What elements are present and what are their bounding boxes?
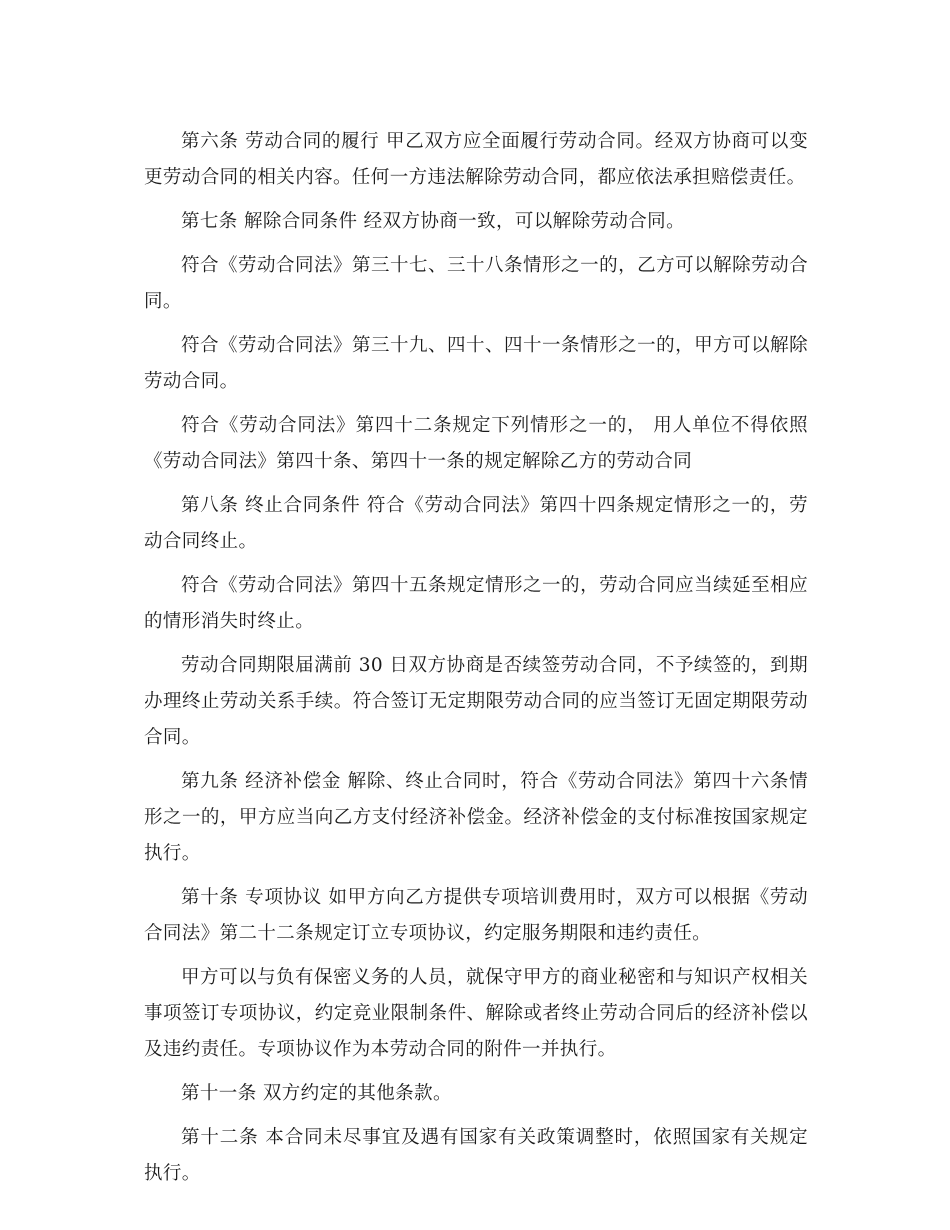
paragraph-art-39-41: 符合《劳动合同法》第三十九、四十、四十一条情形之一的，甲方可以解除劳动合同。 (144, 335, 808, 392)
paragraph-art-37-38: 符合《劳动合同法》第三十七、三十八条情形之一的，乙方可以解除劳动合同。 (144, 255, 808, 312)
paragraph-article-11: 第十一条 双方约定的其他条款。 (181, 1083, 452, 1104)
paragraph-article-9: 第九条 经济补偿金 解除、终止合同时，符合《劳动合同法》第四十六条情形之一的，甲方应当向乙方支付经济补偿金。经济补偿金的支付标准按国家规定执行。 (144, 771, 808, 864)
paragraph-article-7: 第七条 解除合同条件 经双方协商一致，可以解除劳动合同。 (181, 211, 685, 232)
paragraph-article-12: 第十二条 本合同未尽事宜及遇有国家有关政策调整时，依照国家有关规定执行。 (144, 1127, 808, 1184)
paragraph-art-45: 符合《劳动合同法》第四十五条规定情形之一的，劳动合同应当续延至相应的情形消失时终止。 (144, 575, 808, 632)
paragraph-renewal: 劳动合同期限届满前 30 日双方协商是否续签劳动合同，不予续签的，到期办理终止劳动关系手续。符合签订无定期限劳动合同的应当签订无固定期限劳动合同。 (144, 655, 808, 748)
document-body (144, 124, 808, 1200)
paragraph-article-8: 第八条 终止合同条件 符合《劳动合同法》第四十四条规定情形之一的，劳动合同终止。 (144, 495, 808, 552)
paragraph-article-10: 第十条 专项协议 如甲方向乙方提供专项培训费用时，双方可以根据《劳动合同法》第二十二条规定订立专项协议，约定服务期限和违约责任。 (144, 887, 808, 944)
paragraph-art-42: 符合《劳动合同法》第四十二条规定下列情形之一的， 用人单位不得依照《劳动合同法》第四十条、第四十一条的规定解除乙方的劳动合同 (144, 415, 808, 472)
paragraph-article-6: 第六条 劳动合同的履行 甲乙双方应全面履行劳动合同。经双方协商可以变更劳动合同的相关内容。任何一方违法解除劳动合同，都应依法承担赔偿责任。 (144, 131, 808, 188)
paragraph-confidentiality: 甲方可以与负有保密义务的人员，就保守甲方的商业秘密和与知识产权相关事项签订专项协议，约定竞业限制条件、解除或者终止劳动合同后的经济补偿以及违约责任。专项协议作为本劳动合同的附件一并执行。 (144, 967, 808, 1060)
